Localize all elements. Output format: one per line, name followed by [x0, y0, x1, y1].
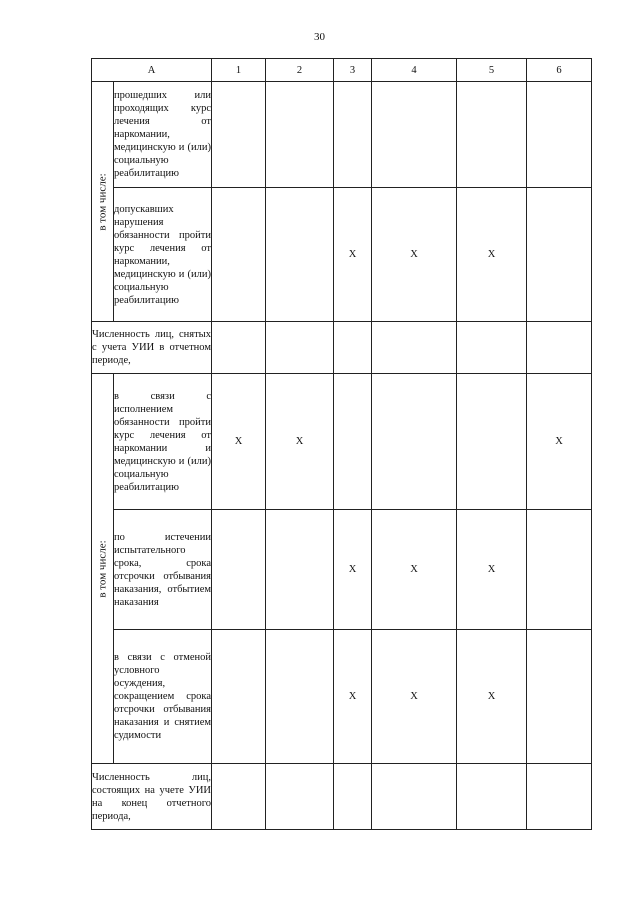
value-cell: X	[457, 510, 527, 630]
header-row	[92, 59, 592, 82]
table-row	[92, 374, 592, 510]
row-label: в связи с исполнением обязанности пройти курс лечения от наркомании и медицинскую и (или) социальную реабилитацию	[114, 374, 212, 510]
value-cell	[457, 374, 527, 510]
group-label-cell	[92, 82, 114, 322]
table-row	[92, 188, 592, 322]
table-row	[92, 510, 592, 630]
value-cell: X	[457, 188, 527, 322]
value-cell	[457, 82, 527, 188]
header-cell-3: 3	[334, 59, 372, 82]
value-cell: X	[527, 374, 592, 510]
value-cell	[457, 322, 527, 374]
value-cell	[212, 630, 266, 764]
value-cell	[212, 510, 266, 630]
table-row	[92, 82, 592, 188]
value-cell	[212, 764, 266, 830]
group-label: в том числе:	[96, 172, 108, 231]
value-cell	[527, 764, 592, 830]
value-cell: X	[212, 374, 266, 510]
value-cell: X	[334, 188, 372, 322]
value-cell	[212, 188, 266, 322]
header-cell-a: А	[92, 59, 212, 82]
row-label: Численность лиц, снятых с учета УИИ в отчетном периоде,	[92, 322, 212, 374]
header-cell-5: 5	[457, 59, 527, 82]
group-label: в том числе:	[96, 539, 108, 598]
value-cell	[334, 322, 372, 374]
value-cell	[266, 82, 334, 188]
group-label-cell	[92, 374, 114, 764]
value-cell	[266, 764, 334, 830]
value-cell	[266, 630, 334, 764]
value-cell	[457, 764, 527, 830]
value-cell	[527, 510, 592, 630]
value-cell	[334, 82, 372, 188]
header-cell-4: 4	[372, 59, 457, 82]
value-cell: X	[372, 510, 457, 630]
report-table	[91, 58, 592, 830]
value-cell	[266, 322, 334, 374]
value-cell	[266, 510, 334, 630]
header-cell-1: 1	[212, 59, 266, 82]
table-row	[92, 764, 592, 830]
value-cell	[266, 188, 334, 322]
value-cell	[527, 630, 592, 764]
row-label: Численность лиц, состоящих на учете УИИ на конец отчетного периода,	[92, 764, 212, 830]
value-cell: X	[372, 188, 457, 322]
value-cell	[527, 322, 592, 374]
value-cell	[212, 82, 266, 188]
table-row	[92, 322, 592, 374]
value-cell: X	[372, 630, 457, 764]
value-cell	[334, 764, 372, 830]
row-label: допускавших нарушения обязанности пройти курс лечения от наркомании, медицинскую и (или) социальную реабилитацию	[114, 188, 212, 322]
value-cell: X	[457, 630, 527, 764]
header-cell-6: 6	[527, 59, 592, 82]
value-cell: X	[266, 374, 334, 510]
page-number: 30	[314, 31, 325, 43]
value-cell	[372, 322, 457, 374]
value-cell	[372, 374, 457, 510]
row-label: прошедших или проходящих курс лечения от наркомании, медицинскую и (или) социальную реабилитацию	[114, 82, 212, 188]
value-cell	[527, 82, 592, 188]
row-label: в связи с отменой условного осуждения, сокращением срока отсрочки отбывания наказания и снятием судимости	[114, 630, 212, 764]
value-cell	[372, 764, 457, 830]
row-label: по истечении испытательного срока, срока отсрочки отбывания наказания, отбытием наказания	[114, 510, 212, 630]
header-cell-2: 2	[266, 59, 334, 82]
value-cell: X	[334, 630, 372, 764]
value-cell: X	[334, 510, 372, 630]
value-cell	[212, 322, 266, 374]
table-row	[92, 630, 592, 764]
value-cell	[334, 374, 372, 510]
value-cell	[372, 82, 457, 188]
value-cell	[527, 188, 592, 322]
